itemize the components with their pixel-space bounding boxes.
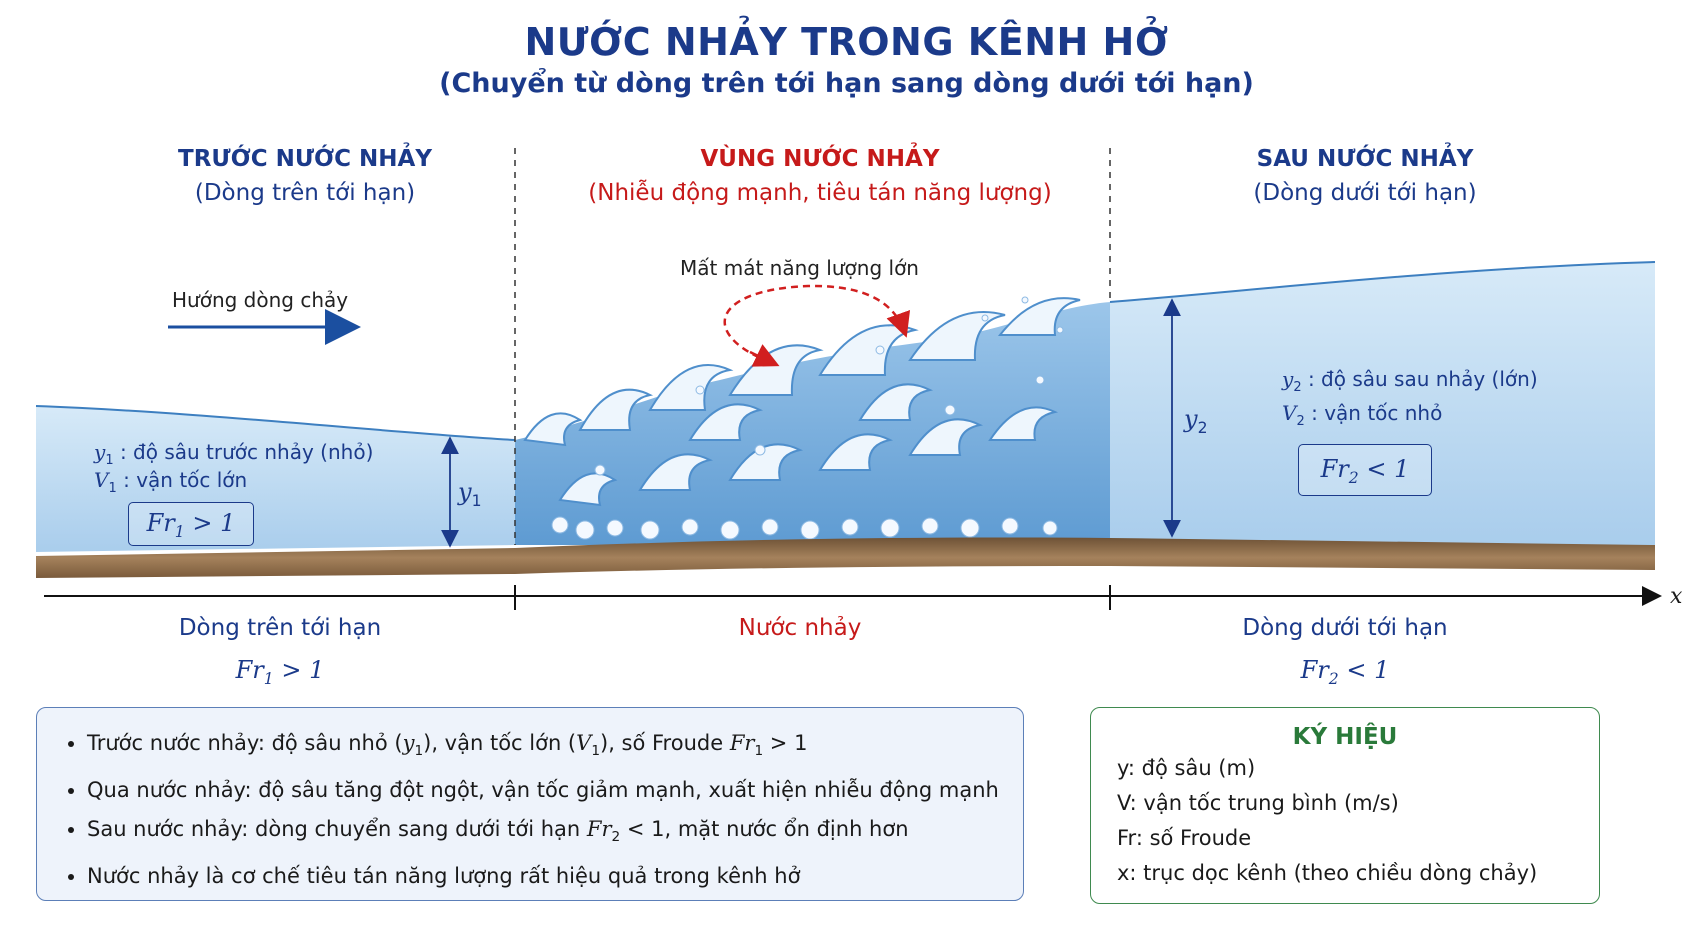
diagram-subtitle: (Chuyển từ dòng trên tới hạn sang dòng dưới tới hạn) <box>439 68 1254 99</box>
bottom-label-subcritical: Dòng dưới tới hạn <box>1242 615 1448 641</box>
legend-item: V: vận tốc trung bình (m/s) <box>1117 791 1399 815</box>
note-item: • Sau nước nhảy: dòng chuyển sang dưới tới hạn $Fr_2 < 1$, mặt nước ổn định hơn <box>87 816 1023 850</box>
diagram-title: NƯỚC NHẢY TRONG KÊNH HỞ <box>524 20 1169 64</box>
bottom-froude-left: $Fr_1 > 1$ <box>235 656 325 688</box>
after-heading: SAU NƯỚC NHẢY <box>1256 146 1474 172</box>
notes-list <box>37 730 1023 889</box>
note-item: • Nước nhảy là cơ chế tiêu tán năng lượng rất hiệu quả trong kênh hở <box>87 863 1023 889</box>
note-item: • Qua nước nhảy: độ sâu tăng đột ngột, vận tốc giảm mạnh, xuất hiện nhiễu động mạnh <box>87 777 1023 803</box>
bottom-label-jump: Nước nhảy <box>738 615 862 641</box>
bottom-label-supercritical: Dòng trên tới hạn <box>178 615 382 641</box>
after-subheading: (Dòng dưới tới hạn) <box>1253 180 1477 206</box>
before-heading: TRƯỚC NƯỚC NHẢY <box>178 146 432 172</box>
depth-label-y1: $y_1$ <box>458 478 482 510</box>
legend-item: y: độ sâu (m) <box>1117 756 1256 780</box>
bottom-froude-right: $Fr_2 < 1$ <box>1300 656 1390 688</box>
flow-direction-label: Hướng dòng chảy <box>172 288 349 312</box>
legend-title: KÝ HIỆU <box>1292 724 1398 750</box>
after-velocity-desc: $V_2$ : vận tốc nhỏ <box>1282 401 1443 429</box>
x-axis-label: x <box>1670 584 1683 609</box>
before-velocity-desc: $V_1$ : vận tốc lớn <box>94 468 248 496</box>
before-depth-desc: $y_1$ : độ sâu trước nhảy (nhỏ) <box>94 440 374 468</box>
jump-subheading: (Nhiễu động mạnh, tiêu tán năng lượng) <box>588 180 1052 206</box>
froude-box-after: $Fr_2 < 1$ <box>1298 444 1432 496</box>
jump-heading: VÙNG NƯỚC NHẢY <box>700 146 940 172</box>
legend-item: x: trục dọc kênh (theo chiều dòng chảy) <box>1117 861 1538 885</box>
before-subheading: (Dòng trên tới hạn) <box>194 180 416 206</box>
froude-box-before: $Fr_1 > 1$ <box>128 502 254 546</box>
note-item: • Trước nước nhảy: độ sâu nhỏ $(y_1)$, vận tốc lớn $(V_1)$, số Froude $Fr_1 > 1$ <box>87 730 1023 764</box>
energy-loss-label: Mất mát năng lượng lớn <box>680 256 919 280</box>
legend-box <box>1090 707 1600 904</box>
notes-box <box>36 707 1024 901</box>
legend-item: Fr: số Froude <box>1117 826 1252 850</box>
after-depth-desc: $y_2$ : độ sâu sau nhảy (lớn) <box>1282 367 1538 395</box>
depth-label-y2: $y_2$ <box>1184 405 1208 437</box>
